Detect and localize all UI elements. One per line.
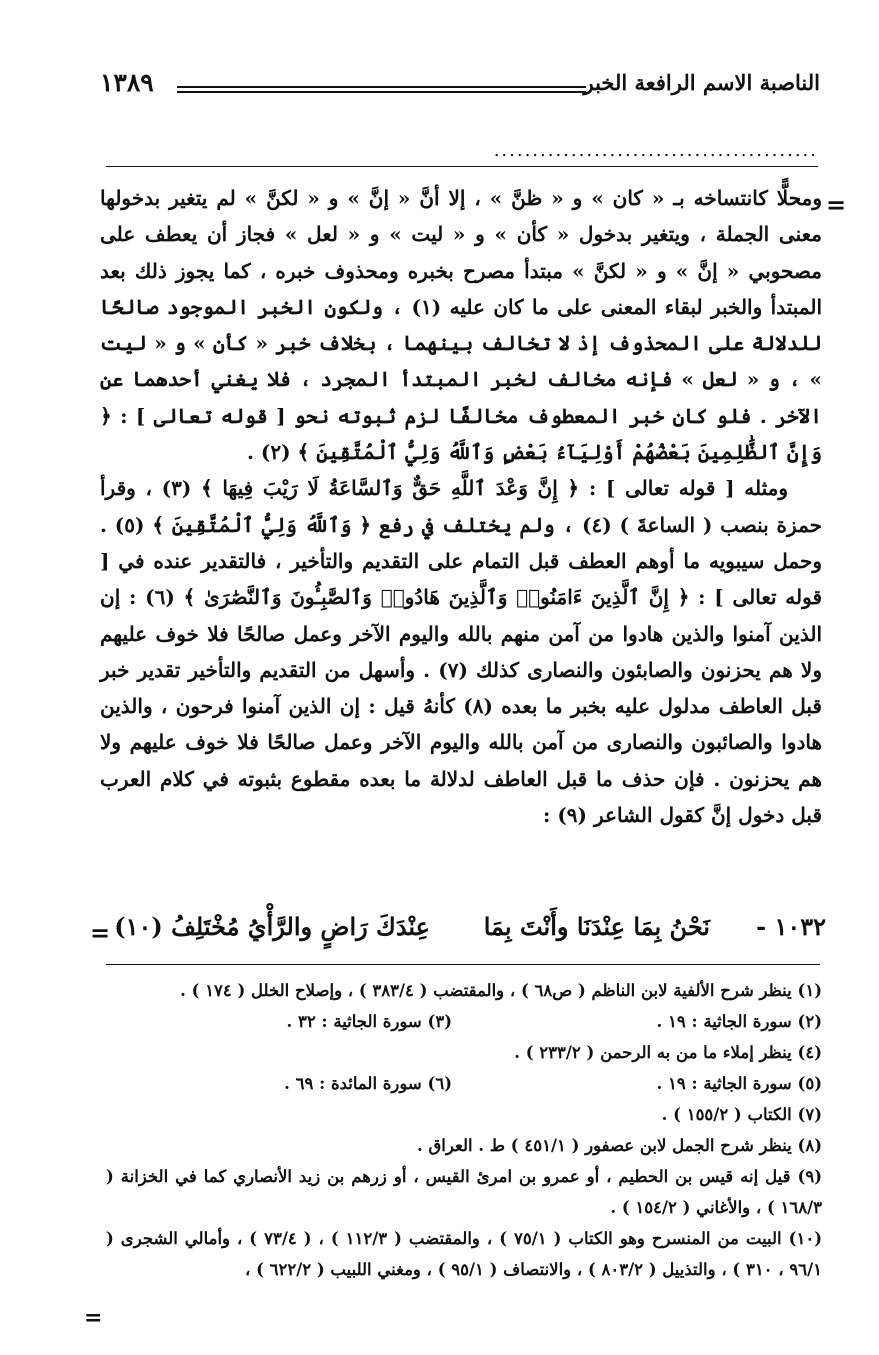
page-number: ١٣٨٩ xyxy=(100,68,154,97)
verse-number: ١٠٣٢ - xyxy=(756,912,826,941)
poetry-verse xyxy=(114,912,826,956)
verse-first-hemistich: نَحْنُ بِمَا عِنْدَنَا وأَنْتَ بِمَا xyxy=(483,912,710,941)
header-rule xyxy=(177,86,586,93)
footnote-10: (١٠) البيت من المنسرح وهو الكتاب ( ٧٥/١ ) ، والمقتضب ( ١١٢/٣ ) ، ( ٧٣/٤ ) ، وأمالي الشجرى ( ٩٦/١ ، ٣١٠ ) ، والتذييل ( ٨٠٣/٢ ) ، والانتصاف ( ٩٥/١ ) ، ومغني اللبيب ( ٦٢٢/٢ ) ، xyxy=(106,1229,822,1279)
running-header xyxy=(100,68,820,108)
footnote-rule xyxy=(106,964,820,965)
footnote-row-2-3 xyxy=(106,1006,822,1037)
verse-second-hemistich: عِنْدَكَ رَاضٍ والرَّأْيُ مُخْتَلِفُ (١٠) xyxy=(114,912,430,941)
footnote-3: (٣) سورة الجاثية : ٣٢ . xyxy=(286,1012,452,1031)
footnote-5: (٥) سورة الجاثية : ١٩ . xyxy=(656,1074,822,1093)
continuation-mark-bottom: = xyxy=(84,1305,103,1331)
footnote-6: (٦) سورة المائدة : ٦٩ . xyxy=(284,1074,452,1093)
separator-rule xyxy=(106,166,818,167)
footnote-7: (٧) الكتاب ( ١٥٥/٢ ) . xyxy=(661,1105,822,1124)
footnote-9: (٩) قيل إنه قيس بن الحطيم ، أو عمرو بن امرئ القيس ، أو زرهم بن زيد الأنصاري كما في الخزانة ( ١٦٨/٣ ) ، والأغاني ( ١٥٤/٢ ) . xyxy=(106,1167,822,1217)
footnote-1: (١) ينظر شرح الألفية لابن الناظم ( ص٦٨ ) ، والمقتضب ( ٣٨٣/٤ ) ، وإصلاح الخلل ( ١٧٤ ) . xyxy=(180,981,822,1000)
continuation-mark-top: = xyxy=(826,190,847,219)
verse-continuation-mark: = xyxy=(90,918,111,947)
footnotes xyxy=(106,975,822,1285)
footnote-row-5-6 xyxy=(106,1068,822,1099)
main-text xyxy=(100,180,822,833)
footnote-4: (٤) ينظر إملاء ما من به الرحمن ( ٢٣٣/٢ ) . xyxy=(514,1043,822,1062)
dotted-separator: .......................................... xyxy=(493,140,818,161)
header-title: الناصبة الاسم الرافعة الخبر xyxy=(583,70,820,95)
paragraph-1: ومحلًّا كانتساخه بـ « كان » و « ظنَّ » ، إلا أنَّ « إنَّ » و « لكنَّ » لم يتغير بدخولها معنى الجملة ، ويتغير بدخول « كأن » و « ليت » و « لعل » فجاز أن يعطف على مصحوبي « إنَّ » و « لكنَّ » مبتدأ مصرح بخبره ومحذوف خبره ، كما يجوز ذلك بعد المبتدأ والخبر لبقاء المعنى على ما كان عليه (١) ، ولكون الخبر الموجود صالحًا للدلالة على المحذوف إذ لا تخالف بينهما ، بخلاف خبر « كأن » و « ليت » ، و « لعل » فإنه مخالف لخبر المبتدأ المجرد ، فلا يغني أحدهما عن الآخر . فلو كان خبر المعطوف مخالفًا لزم ثبوته نحو [ قوله تعالى ] : ﴿ وَإِنَّ ٱلظَّٰلِمِينَ بَعْضُهُمْ أَوْلِيَآءُ بَعْضٍ وَٱللَّهُ وَلِيُّ ٱلْمُتَّقِينَ ﴾ (٢) . xyxy=(100,186,823,465)
footnote-2: (٢) سورة الجاثية : ١٩ . xyxy=(656,1012,822,1031)
footnote-8: (٨) ينظر شرح الجمل لابن عصفور ( ٤٥١/١ ) ط . العراق . xyxy=(417,1136,822,1155)
paragraph-2: ومثله [ قوله تعالى ] : ﴿ إِنَّ وَعْدَ ٱللَّهِ حَقٌّ وَٱلسَّاعَةُ لَا رَيْبَ فِيهَا ﴾ (٣) ، وقرأ حمزة بنصب ( الساعةَ ) (٤) ، ولم يختلف في رفع ﴿ وَٱللَّهُ وَلِيُّ ٱلْمُتَّقِينَ ﴾ (٥) . وحمل سيبويه ما أوهم العطف قبل التمام على التقديم والتأخير ، فالتقدير عنده في [ قوله تعالى ] : ﴿ إِنَّ ٱلَّذِينَ ءَامَنُوا۟ وَٱلَّذِينَ هَادُوا۟ وَٱلصَّٰبِـُٔونَ وَٱلنَّصَٰرَىٰ ﴾ (٦) : إن الذين آمنوا والذين هادوا من آمن منهم بالله واليوم الآخر وعمل صالحًا فلا خوف عليهم ولا هم يحزنون والصابئون والنصارى كذلك (٧) . وأسهل من التقديم والتأخير تقدير خبر قبل العاطف مدلول عليه بخبر ما بعده (٨) كأنهُ قيل : إن الذين آمنوا فرحون ، والذين هادوا والصائبون والنصارى من آمن بالله واليوم الآخر وعمل صالحًا فلا خوف عليهم ولا هم يحزنون . فإن حذف ما قبل العاطف لدلالة ما بعده مقطوع بثبوته في كلام العرب قبل دخول إنَّ كقول الشاعر (٩) : xyxy=(100,476,823,828)
